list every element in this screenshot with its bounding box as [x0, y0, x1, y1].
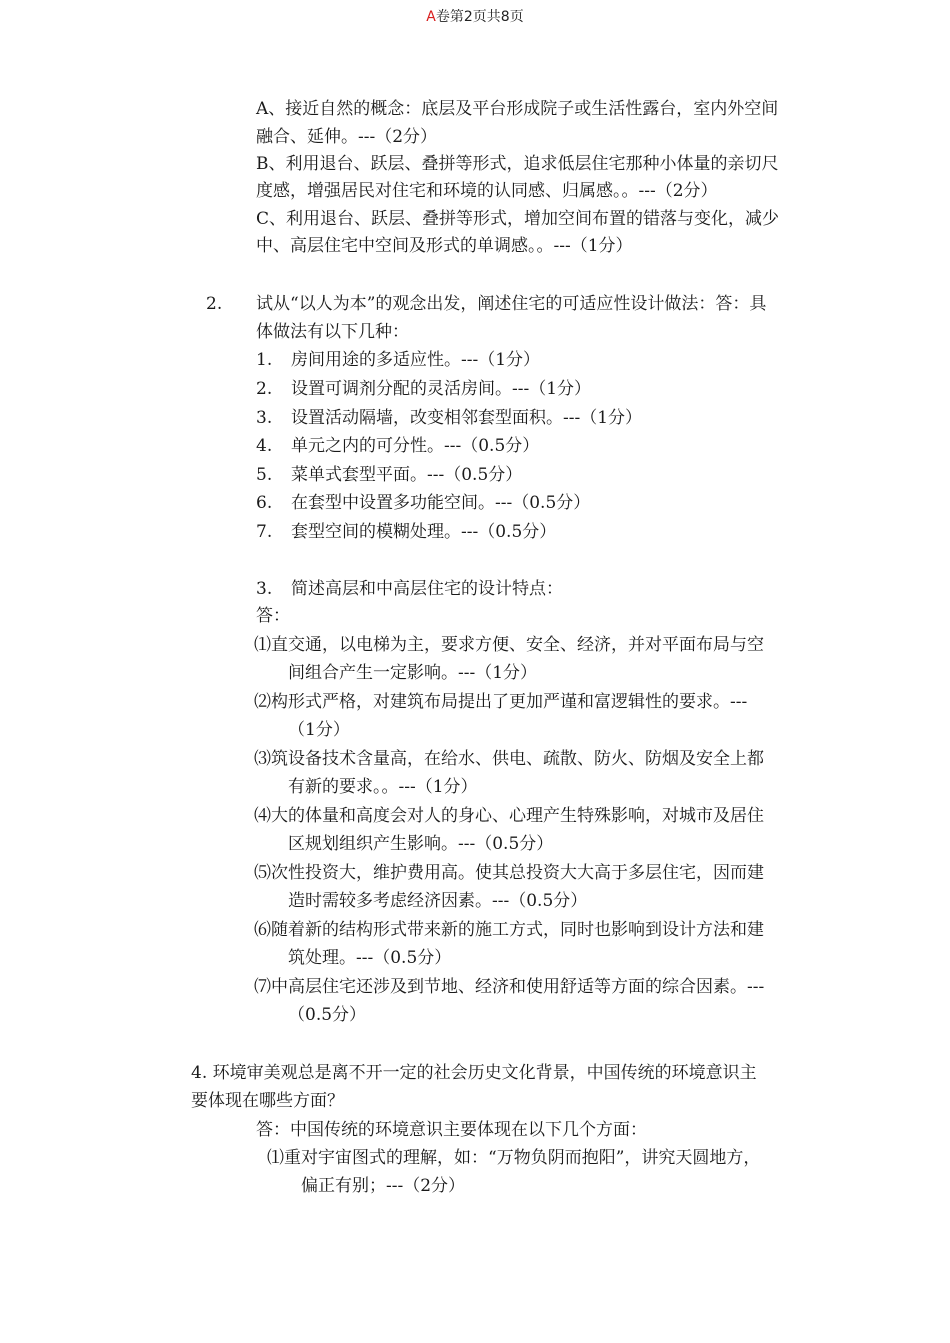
list-item: ⑵构形式严格，对建筑布局提出了更加严谨和富逻辑性的要求。--- [254, 692, 748, 712]
list-item: 房间用途的多适应性。---（1分） [291, 350, 541, 370]
list-number: 3. [256, 408, 273, 428]
answer-label: 答： [256, 606, 290, 626]
text-line: 偏正有别；---（2分） [301, 1176, 466, 1196]
list-item: 设置可调剂分配的灵活房间。---（1分） [291, 379, 592, 399]
list-number: 6. [256, 493, 273, 513]
text-line: （1分） [288, 720, 350, 740]
text-line: 间组合产生一定影响。---（1分） [288, 663, 538, 683]
text-line: 区规划组织产生影响。---（0.5分） [288, 834, 554, 854]
text-line: 度感，增强居民对住宅和环境的认同感、归属感。。---（2分） [256, 181, 718, 201]
text-line: A、接近自然的概念：底层及平台形成院子或生活性露台，室内外空间 [256, 99, 779, 119]
list-number: 7. [256, 522, 273, 542]
list-item: 套型空间的模糊处理。---（0.5分） [291, 522, 557, 542]
paper-version-mark: A [426, 9, 436, 25]
list-number: 4. [256, 436, 273, 456]
list-item: ⑹随着新的结构形式带来新的施工方式，同时也影响到设计方法和建 [254, 920, 764, 940]
text-line: 融合、延伸。---（2分） [256, 127, 438, 147]
question-number: 2. [206, 294, 223, 314]
answer-text: 答：中国传统的环境意识主要体现在以下几个方面： [256, 1120, 647, 1140]
list-item: ⑺中高层住宅还涉及到节地、经济和使用舒适等方面的综合因素。--- [254, 977, 765, 997]
list-item: 设置活动隔墙，改变相邻套型面积。---（1分） [291, 408, 643, 428]
page-header [0, 6, 950, 26]
list-item: 在套型中设置多功能空间。---（0.5分） [291, 493, 591, 513]
text-line: 有新的要求。。---（1分） [288, 777, 478, 797]
list-number: 2. [256, 379, 273, 399]
list-item: ⑶筑设备技术含量高，在给水、供电、疏散、防火、防烟及安全上都 [254, 749, 764, 769]
list-item: ⑷大的体量和高度会对人的身心、心理产生特殊影响，对城市及居住 [254, 806, 764, 826]
text-line: B、利用退台、跃层、叠拼等形式，追求低层住宅那种小体量的亲切尺 [256, 154, 779, 174]
list-item: 菜单式套型平面。---（0.5分） [291, 465, 523, 485]
question-text: 简述高层和中高层住宅的设计特点： [291, 579, 563, 599]
text-line: C、利用退台、跃层、叠拼等形式，增加空间布置的错落与变化，减少 [256, 209, 780, 229]
list-number: 1. [256, 350, 273, 370]
question-text: 4. 环境审美观总是离不开一定的社会历史文化背景，中国传统的环境意识主 [191, 1063, 757, 1083]
text-line: 中、高层住宅中空间及形式的单调感。。---（1分） [256, 236, 633, 256]
text-line: 筑处理。---（0.5分） [288, 948, 452, 968]
text-line: 要体现在哪些方面？ [191, 1091, 344, 1111]
list-item: ⑴直交通，以电梯为主，要求方便、安全、经济，并对平面布局与空 [254, 635, 764, 655]
question-number: 3. [256, 579, 273, 599]
text-line: （0.5分） [288, 1005, 367, 1025]
question-text: 试从“以人为本”的观念出发，阐述住宅的可适应性设计做法：答：具 [256, 294, 767, 314]
list-item: ⑸次性投资大，维护费用高。使其总投资大大高于多层住宅，因而建 [254, 863, 764, 883]
text-line: 体做法有以下几种： [256, 322, 409, 342]
list-item: 单元之内的可分性。---（0.5分） [291, 436, 540, 456]
text-line: 造时需较多考虑经济因素。---（0.5分） [288, 891, 588, 911]
list-number: 5. [256, 465, 273, 485]
page-indicator: 卷第2页共8页 [435, 9, 524, 25]
list-item: ⑴重对宇宙图式的理解，如：“万物负阴而抱阳”，讲究天圆地方， [267, 1148, 761, 1168]
